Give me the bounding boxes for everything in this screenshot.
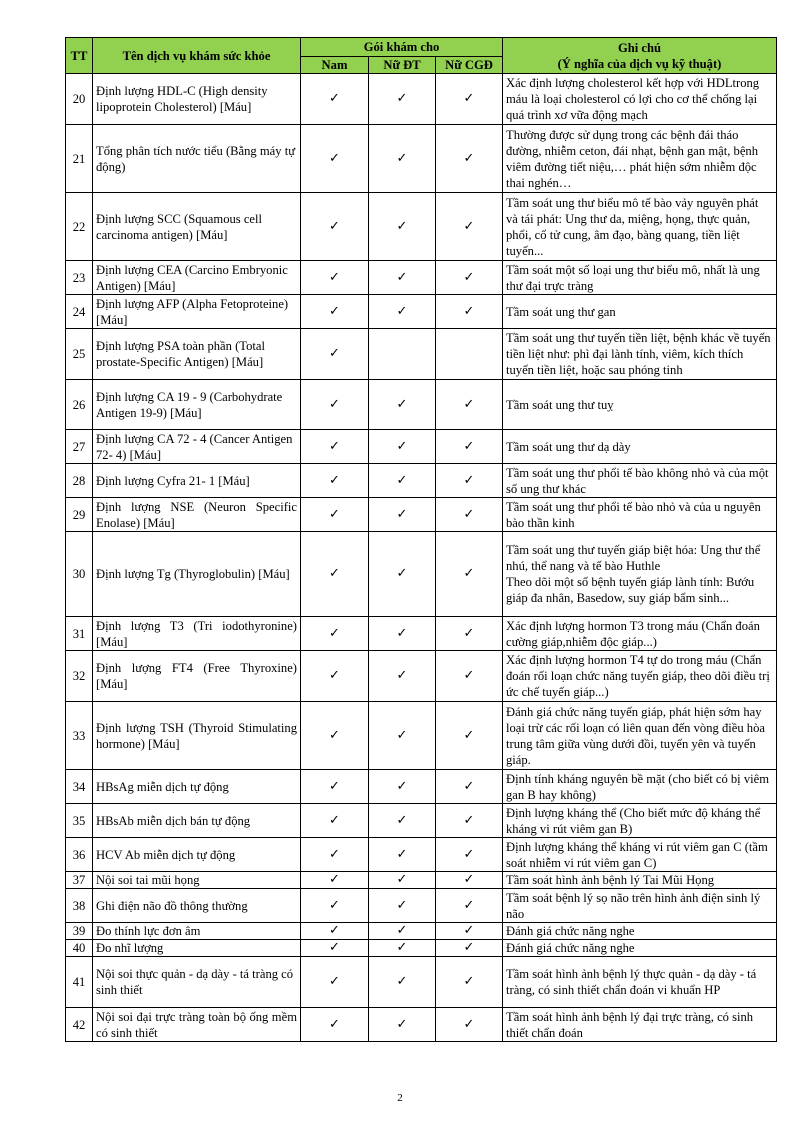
check-cell-nu-dt xyxy=(369,770,436,804)
service-name: Định lượng TSH (Thyroid Stimulating hormone) [Máu] xyxy=(93,702,301,770)
checkmark-icon: ✓ xyxy=(463,923,475,938)
check-cell-nam xyxy=(301,889,369,923)
check-cell-nu-dt xyxy=(369,74,436,125)
checkmark-icon: ✓ xyxy=(463,472,475,488)
check-cell-nu-dt xyxy=(369,295,436,329)
service-note: Tầm soát ung thư phổi tế bào nhỏ và của u nguyên bào thần kinh xyxy=(503,498,777,532)
check-cell-nu-dt xyxy=(369,261,436,295)
service-note: Tầm soát ung thư biểu mô tế bào vảy nguyên phát và tái phát: Ung thư da, miệng, họng, thực quản, phổi, cổ tử cung, âm đạo, bàng quang, tiền liệt tuyến... xyxy=(503,193,777,261)
check-cell-nu-dt xyxy=(369,498,436,532)
check-cell-nu-dt xyxy=(369,329,436,380)
checkmark-icon: ✓ xyxy=(463,872,475,887)
checkmark-icon: ✓ xyxy=(463,940,475,955)
check-cell-nu-cgd xyxy=(436,617,503,651)
check-cell-nu-cgd xyxy=(436,957,503,1008)
check-cell-nam xyxy=(301,193,369,261)
check-cell-nu-dt xyxy=(369,804,436,838)
checkmark-icon: ✓ xyxy=(396,1016,408,1032)
checkmark-icon: ✓ xyxy=(329,668,340,683)
check-cell-nam xyxy=(301,617,369,651)
table-row xyxy=(66,498,777,532)
service-note: Tầm soát ung thư phổi tế bào không nhỏ và của một số ung thư khác xyxy=(503,464,777,498)
checkmark-icon: ✓ xyxy=(463,625,475,641)
service-name: HBsAb miễn dịch bán tự động xyxy=(93,804,301,838)
check-cell-nu-dt xyxy=(369,380,436,430)
checkmark-icon: ✓ xyxy=(329,566,340,581)
checkmark-icon: ✓ xyxy=(463,812,475,828)
checkmark-icon: ✓ xyxy=(396,778,408,794)
checkmark-icon: ✓ xyxy=(396,566,408,581)
service-note: Tầm soát ung thư dạ dày xyxy=(503,430,777,464)
row-number: 33 xyxy=(66,702,93,770)
service-note xyxy=(503,532,777,617)
row-number: 27 xyxy=(66,430,93,464)
check-cell-nu-cgd xyxy=(436,702,503,770)
check-cell-nu-dt xyxy=(369,125,436,193)
checkmark-icon: ✓ xyxy=(463,438,475,454)
check-cell-nam xyxy=(301,532,369,617)
row-number: 26 xyxy=(66,380,93,430)
header-note-subtitle: (Ý nghĩa của dịch vụ kỹ thuật) xyxy=(557,56,722,71)
service-name: Định lượng FT4 (Free Thyroxine) [Máu] xyxy=(93,651,301,702)
row-number: 30 xyxy=(66,532,93,617)
checkmark-icon: ✓ xyxy=(329,897,340,913)
table-row xyxy=(66,1008,777,1042)
row-number: 20 xyxy=(66,74,93,125)
checkmark-icon: ✓ xyxy=(329,727,340,743)
service-name: Ghi điện não đồ thông thường xyxy=(93,889,301,923)
row-number: 42 xyxy=(66,1008,93,1042)
check-cell-nam xyxy=(301,295,369,329)
checkmark-icon: ✓ xyxy=(396,727,408,743)
row-number: 29 xyxy=(66,498,93,532)
service-name: Định lượng HDL-C (High density lipoprotein Cholesterol) [Máu] xyxy=(93,74,301,125)
row-number: 25 xyxy=(66,329,93,380)
checkmark-icon: ✓ xyxy=(463,846,475,862)
checkmark-icon: ✓ xyxy=(396,303,408,319)
row-number: 37 xyxy=(66,872,93,889)
service-name: Định lượng AFP (Alpha Fetoproteine) [Máu] xyxy=(93,295,301,329)
service-note: Thường được sử dụng trong các bệnh đái tháo đường, nhiễm ceton, đái nhạt, bệnh gan mật, bệnh viêm đường tiết niệu,… phát hiện sớm nhiễm độc thai nghén… xyxy=(503,125,777,193)
table-row xyxy=(66,651,777,702)
checkmark-icon: ✓ xyxy=(396,923,408,938)
check-cell-nu-cgd xyxy=(436,940,503,957)
table-row xyxy=(66,329,777,380)
row-number: 40 xyxy=(66,940,93,957)
check-cell-nu-cgd xyxy=(436,889,503,923)
check-cell-nam xyxy=(301,770,369,804)
checkmark-icon: ✓ xyxy=(463,506,475,522)
service-note: Xác định lượng hormon T4 tự do trong máu (Chẩn đoán rối loạn chức năng tuyến giáp, theo dõi điều trị ức chế tuyến giáp...) xyxy=(503,651,777,702)
checkmark-icon: ✓ xyxy=(329,778,340,794)
check-cell-nu-dt xyxy=(369,940,436,957)
check-cell-nu-dt xyxy=(369,651,436,702)
check-cell-nam xyxy=(301,498,369,532)
service-name: Tổng phân tích nước tiểu (Bằng máy tự động) xyxy=(93,125,301,193)
checkmark-icon: ✓ xyxy=(329,396,340,412)
service-note: Đánh giá chức năng tuyến giáp, phát hiện sớm hay loại trừ các rối loạn có liên quan đến vòng điều hòa trung tâm giữa vùng dưới đồi, tuyến yên và tuyến giáp. xyxy=(503,702,777,770)
checkmark-icon: ✓ xyxy=(463,897,475,913)
service-name: Nội soi đại trực tràng toàn bộ ống mềm có sinh thiết xyxy=(93,1008,301,1042)
checkmark-icon: ✓ xyxy=(329,472,340,488)
checkmark-icon: ✓ xyxy=(396,872,408,887)
check-cell-nam xyxy=(301,804,369,838)
header-tt: TT xyxy=(66,38,93,74)
table-row xyxy=(66,125,777,193)
checkmark-icon: ✓ xyxy=(396,506,408,522)
service-note: Xác định lượng hormon T3 trong máu (Chẩn đoán cường giáp,nhiễm độc giáp...) xyxy=(503,617,777,651)
check-cell-nu-cgd xyxy=(436,430,503,464)
table-row xyxy=(66,380,777,430)
check-cell-nam xyxy=(301,464,369,498)
service-name: Định lượng PSA toàn phần (Total prostate-Specific Antigen) [Máu] xyxy=(93,329,301,380)
check-cell-nam xyxy=(301,923,369,940)
table-row xyxy=(66,532,777,617)
check-cell-nu-cgd xyxy=(436,923,503,940)
check-cell-nam xyxy=(301,702,369,770)
service-note: Tầm soát một số loại ung thư biểu mô, nhất là ung thư đại trực tràng xyxy=(503,261,777,295)
checkmark-icon: ✓ xyxy=(329,1016,340,1032)
service-name: Định lượng Cyfra 21- 1 [Máu] xyxy=(93,464,301,498)
check-cell-nu-cgd xyxy=(436,838,503,872)
row-number: 38 xyxy=(66,889,93,923)
table-row xyxy=(66,430,777,464)
checkmark-icon: ✓ xyxy=(396,91,408,106)
checkmark-icon: ✓ xyxy=(463,396,475,412)
service-note: Tầm soát hình ảnh bệnh lý thực quản - dạ dày - tá tràng, có sinh thiết chẩn đoán vi khuẩn HP xyxy=(503,957,777,1008)
header-package: Gói khám cho xyxy=(301,38,503,57)
checkmark-icon: ✓ xyxy=(329,872,340,887)
check-cell-nu-cgd xyxy=(436,770,503,804)
check-cell-nam xyxy=(301,940,369,957)
row-number: 39 xyxy=(66,923,93,940)
check-cell-nam xyxy=(301,380,369,430)
check-cell-nu-dt xyxy=(369,838,436,872)
check-cell-nu-dt xyxy=(369,702,436,770)
check-cell-nam xyxy=(301,125,369,193)
checkmark-icon: ✓ xyxy=(329,625,340,641)
service-name: Nội soi thực quản - dạ dày - tá tràng có sinh thiết xyxy=(93,957,301,1008)
check-cell-nu-dt xyxy=(369,430,436,464)
service-name: Định lượng CA 19 - 9 (Carbohydrate Antigen 19-9) [Máu] xyxy=(93,380,301,430)
check-cell-nu-cgd xyxy=(436,261,503,295)
checkmark-icon: ✓ xyxy=(396,940,408,955)
header-note xyxy=(503,38,777,74)
checkmark-icon: ✓ xyxy=(396,812,408,828)
row-number: 23 xyxy=(66,261,93,295)
check-cell-nam xyxy=(301,74,369,125)
check-cell-nu-cgd xyxy=(436,329,503,380)
row-number: 35 xyxy=(66,804,93,838)
header-col-nam: Nam xyxy=(301,57,369,74)
checkmark-icon: ✓ xyxy=(329,150,340,166)
table-row xyxy=(66,889,777,923)
checkmark-icon: ✓ xyxy=(329,506,340,522)
check-cell-nu-cgd xyxy=(436,295,503,329)
table-row xyxy=(66,923,777,940)
header-col-nu-cgd: Nữ CGĐ xyxy=(436,57,503,74)
checkmark-icon: ✓ xyxy=(463,303,475,319)
row-number: 34 xyxy=(66,770,93,804)
service-note: Định lượng kháng thể (Cho biết mức độ kháng thể kháng vi rút viêm gan B) xyxy=(503,804,777,838)
row-number: 22 xyxy=(66,193,93,261)
checkmark-icon: ✓ xyxy=(329,812,340,828)
checkmark-icon: ✓ xyxy=(329,438,340,454)
row-number: 21 xyxy=(66,125,93,193)
checkmark-icon: ✓ xyxy=(329,346,340,361)
checkmark-icon: ✓ xyxy=(396,897,408,913)
row-number: 28 xyxy=(66,464,93,498)
check-cell-nu-cgd xyxy=(436,193,503,261)
table-row xyxy=(66,702,777,770)
checkmark-icon: ✓ xyxy=(329,269,340,285)
service-note: Định lượng kháng thể kháng vi rút viêm gan C (tầm soát nhiễm vi rút viêm gan C) xyxy=(503,838,777,872)
check-cell-nu-dt xyxy=(369,532,436,617)
row-number: 31 xyxy=(66,617,93,651)
check-cell-nu-cgd xyxy=(436,125,503,193)
check-cell-nu-cgd xyxy=(436,74,503,125)
row-number: 36 xyxy=(66,838,93,872)
check-cell-nu-dt xyxy=(369,464,436,498)
service-note: Tầm soát bệnh lý sọ não trên hình ảnh điện sinh lý não xyxy=(503,889,777,923)
check-cell-nam xyxy=(301,261,369,295)
checkmark-icon: ✓ xyxy=(329,923,340,938)
service-name: Định lượng Tg (Thyroglobulin) [Máu] xyxy=(93,532,301,617)
check-cell-nam xyxy=(301,430,369,464)
check-cell-nu-cgd xyxy=(436,804,503,838)
row-number: 32 xyxy=(66,651,93,702)
header-note-title: Ghi chú xyxy=(617,40,662,55)
checkmark-icon: ✓ xyxy=(329,940,340,955)
checkmark-icon: ✓ xyxy=(396,846,408,862)
check-cell-nu-dt xyxy=(369,923,436,940)
table-row xyxy=(66,193,777,261)
check-cell-nam xyxy=(301,329,369,380)
checkmark-icon: ✓ xyxy=(463,269,475,285)
table-row xyxy=(66,74,777,125)
table-row xyxy=(66,464,777,498)
service-note-line: Theo dõi một số bệnh tuyến giáp lành tính: Bướu giáp đa nhân, Basedow, suy giáp bẩm sinh... xyxy=(506,575,755,605)
service-name: HCV Ab miễn dịch tự động xyxy=(93,838,301,872)
checkmark-icon: ✓ xyxy=(396,269,408,285)
check-cell-nu-dt xyxy=(369,1008,436,1042)
check-cell-nam xyxy=(301,872,369,889)
checkmark-icon: ✓ xyxy=(396,438,408,454)
page-number: 2 xyxy=(397,1092,403,1104)
table-body xyxy=(66,74,777,1042)
row-number: 41 xyxy=(66,957,93,1008)
service-note: Đánh giá chức năng nghe xyxy=(503,923,777,940)
check-cell-nam xyxy=(301,1008,369,1042)
check-cell-nu-cgd xyxy=(436,532,503,617)
service-name: Định lượng CEA (Carcino Embryonic Antigen) [Máu] xyxy=(93,261,301,295)
table-row xyxy=(66,617,777,651)
check-cell-nam xyxy=(301,838,369,872)
table-row xyxy=(66,872,777,889)
check-cell-nu-cgd xyxy=(436,498,503,532)
checkmark-icon: ✓ xyxy=(463,974,475,989)
check-cell-nu-dt xyxy=(369,193,436,261)
service-name: Định lượng NSE (Neuron Specific Enolase) [Máu] xyxy=(93,498,301,532)
checkmark-icon: ✓ xyxy=(329,846,340,862)
checkmark-icon: ✓ xyxy=(463,727,475,743)
service-name: Định lượng T3 (Tri iodothyronine) [Máu] xyxy=(93,617,301,651)
checkmark-icon: ✓ xyxy=(329,218,340,234)
table-row xyxy=(66,770,777,804)
service-table xyxy=(65,37,777,1042)
check-cell-nu-dt xyxy=(369,617,436,651)
check-cell-nu-dt xyxy=(369,957,436,1008)
service-note: Tầm soát ung thư tuyến tiền liệt, bệnh khác về tuyến tiền liệt như: phì đại lành tính, viêm, kích thích tuyến tiền liệt, hoặc sau phóng tinh xyxy=(503,329,777,380)
checkmark-icon: ✓ xyxy=(329,91,340,106)
service-note: Tầm soát ung thư gan xyxy=(503,295,777,329)
check-cell-nu-dt xyxy=(369,889,436,923)
service-note: Tầm soát hình ảnh bệnh lý Tai Mũi Họng xyxy=(503,872,777,889)
service-name: Định lượng SCC (Squamous cell carcinoma antigen) [Máu] xyxy=(93,193,301,261)
service-note: Tầm soát hình ảnh bệnh lý đại trực tràng, có sinh thiết chẩn đoán xyxy=(503,1008,777,1042)
service-note: Định tính kháng nguyên bề mặt (cho biết có bị viêm gan B hay không) xyxy=(503,770,777,804)
table-row xyxy=(66,940,777,957)
checkmark-icon: ✓ xyxy=(396,974,408,989)
check-cell-nu-cgd xyxy=(436,1008,503,1042)
checkmark-icon: ✓ xyxy=(463,778,475,794)
checkmark-icon: ✓ xyxy=(396,218,408,234)
service-note: Xác định lượng cholesterol kết hợp với HDLtrong máu là loại cholesterol có lợi cho cơ thể chống lại quá trình xơ vữa động mạch xyxy=(503,74,777,125)
checkmark-icon: ✓ xyxy=(396,472,408,488)
service-name: Đo thính lực đơn âm xyxy=(93,923,301,940)
table-row xyxy=(66,804,777,838)
header-service-name: Tên dịch vụ khám sức khỏe xyxy=(93,38,301,74)
checkmark-icon: ✓ xyxy=(463,566,475,581)
check-cell-nam xyxy=(301,957,369,1008)
service-name: HBsAg miễn dịch tự động xyxy=(93,770,301,804)
checkmark-icon: ✓ xyxy=(329,974,340,989)
checkmark-icon: ✓ xyxy=(463,218,475,234)
checkmark-icon: ✓ xyxy=(463,91,475,106)
checkmark-icon: ✓ xyxy=(329,303,340,319)
header-col-nu-dt: Nữ ĐT xyxy=(369,57,436,74)
checkmark-icon: ✓ xyxy=(463,150,475,166)
service-note: Tầm soát ung thư tuỵ xyxy=(503,380,777,430)
table-row xyxy=(66,295,777,329)
check-cell-nu-dt xyxy=(369,872,436,889)
checkmark-icon: ✓ xyxy=(463,668,475,683)
row-number: 24 xyxy=(66,295,93,329)
checkmark-icon: ✓ xyxy=(396,396,408,412)
service-name: Định lượng CA 72 - 4 (Cancer Antigen 72- 4) [Máu] xyxy=(93,430,301,464)
check-cell-nu-cgd xyxy=(436,651,503,702)
check-cell-nam xyxy=(301,651,369,702)
service-name: Đo nhĩ lượng xyxy=(93,940,301,957)
check-cell-nu-cgd xyxy=(436,464,503,498)
check-cell-nu-cgd xyxy=(436,872,503,889)
table-row xyxy=(66,838,777,872)
checkmark-icon: ✓ xyxy=(396,625,408,641)
checkmark-icon: ✓ xyxy=(463,1016,475,1032)
table-row xyxy=(66,261,777,295)
service-note-line: Tầm soát ung thư tuyến giáp biệt hóa: Ung thư thể nhú, thể nang và tế bào Huthle xyxy=(506,543,761,573)
table-row xyxy=(66,957,777,1008)
check-cell-nu-cgd xyxy=(436,380,503,430)
service-note: Đánh giá chức năng nghe xyxy=(503,940,777,957)
service-name: Nội soi tai mũi họng xyxy=(93,872,301,889)
checkmark-icon: ✓ xyxy=(396,150,408,166)
checkmark-icon: ✓ xyxy=(396,668,408,683)
